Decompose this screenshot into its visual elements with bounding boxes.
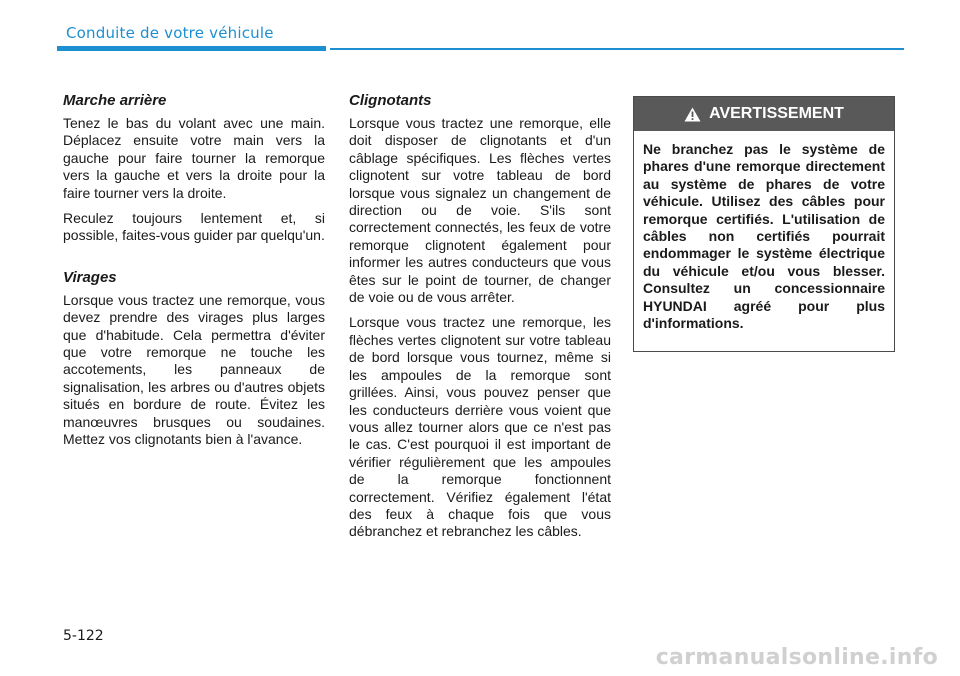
paragraph: Tenez le bas du volant avec une main. Déplacez ensuite votre main vers la gauche pour faire tourner la remorque vers la gauche et vers la droite pour la faire tourner vers la droite. [63,115,325,201]
warning-triangle-icon [684,107,701,122]
paragraph: Lorsque vous tractez une remorque, les flèches vertes clignotent sur votre tableau de bord lorsque vous tournez, même si les ampoules de la remorque sont grillées. Ainsi, vous pouvez penser que les conducteurs derrière vous voient que vous allez tourner alors que ce n'est pas le cas. C'est pourquoi il est important de vérifier régulièrement que les ampoules de la remorque fonctionnent correctement. Vérifiez également l'état des feux à chaque fois que vous débranchez et rebranchez les câbles. [349,314,611,540]
warning-text: Ne branchez pas le système de phares d'une remorque directement au système de phares de votre véhicule. Utilisez des câbles pour remorque certifiés. L'utilisation de câbles non certifiés pourrait endommager le système électrique du véhicule et/ou vous blesser. Consultez un concessionnaire HYUNDAI agréé pour plus d'informations. [643,141,885,332]
warning-header [634,97,894,131]
paragraph: Reculez toujours lentement et, si possible, faites-vous guider par quelqu'un. [63,210,325,244]
heading-virages: Virages [63,268,117,286]
watermark: carmanualsonline.info [655,645,938,670]
column-left [63,92,325,457]
header-rule-thick [57,46,326,51]
paragraph: Lorsque vous tractez une remorque, vous devez prendre des virages plus larges que d'habitude. Cela permettra d'éviter que votre remorque ne touche les accotements, les panneaux de signalisation, les arbres ou d'autres objets situés en bordure de route. Évitez les manœuvres brusques ou soudaines. Mettez vos clignotants bien à l'avance. [63,291,325,448]
warning-title: AVERTISSEMENT [709,105,844,122]
header-rule-thin [330,48,904,50]
paragraph: Lorsque vous tractez une remorque, elle doit disposer de clignotants et d'un câblage spécifiques. Les flèches vertes clignotent sur votre tableau de bord lorsque vous signalez un changement de direction ou de voie. S'ils sont correctement connectés, les feux de votre remorque clignotent également pour informer les autres conducteurs que vous êtes sur le point de tourner, de changer de voie ou de vous arrêter. [349,115,611,306]
heading-marche-arriere: Marche arrière [63,92,167,109]
page-number: 5-122 [63,628,104,644]
column-middle [349,92,611,549]
heading-clignotants: Clignotants [349,92,432,109]
section-title: Conduite de votre véhicule [66,24,274,42]
warning-box [633,96,895,352]
